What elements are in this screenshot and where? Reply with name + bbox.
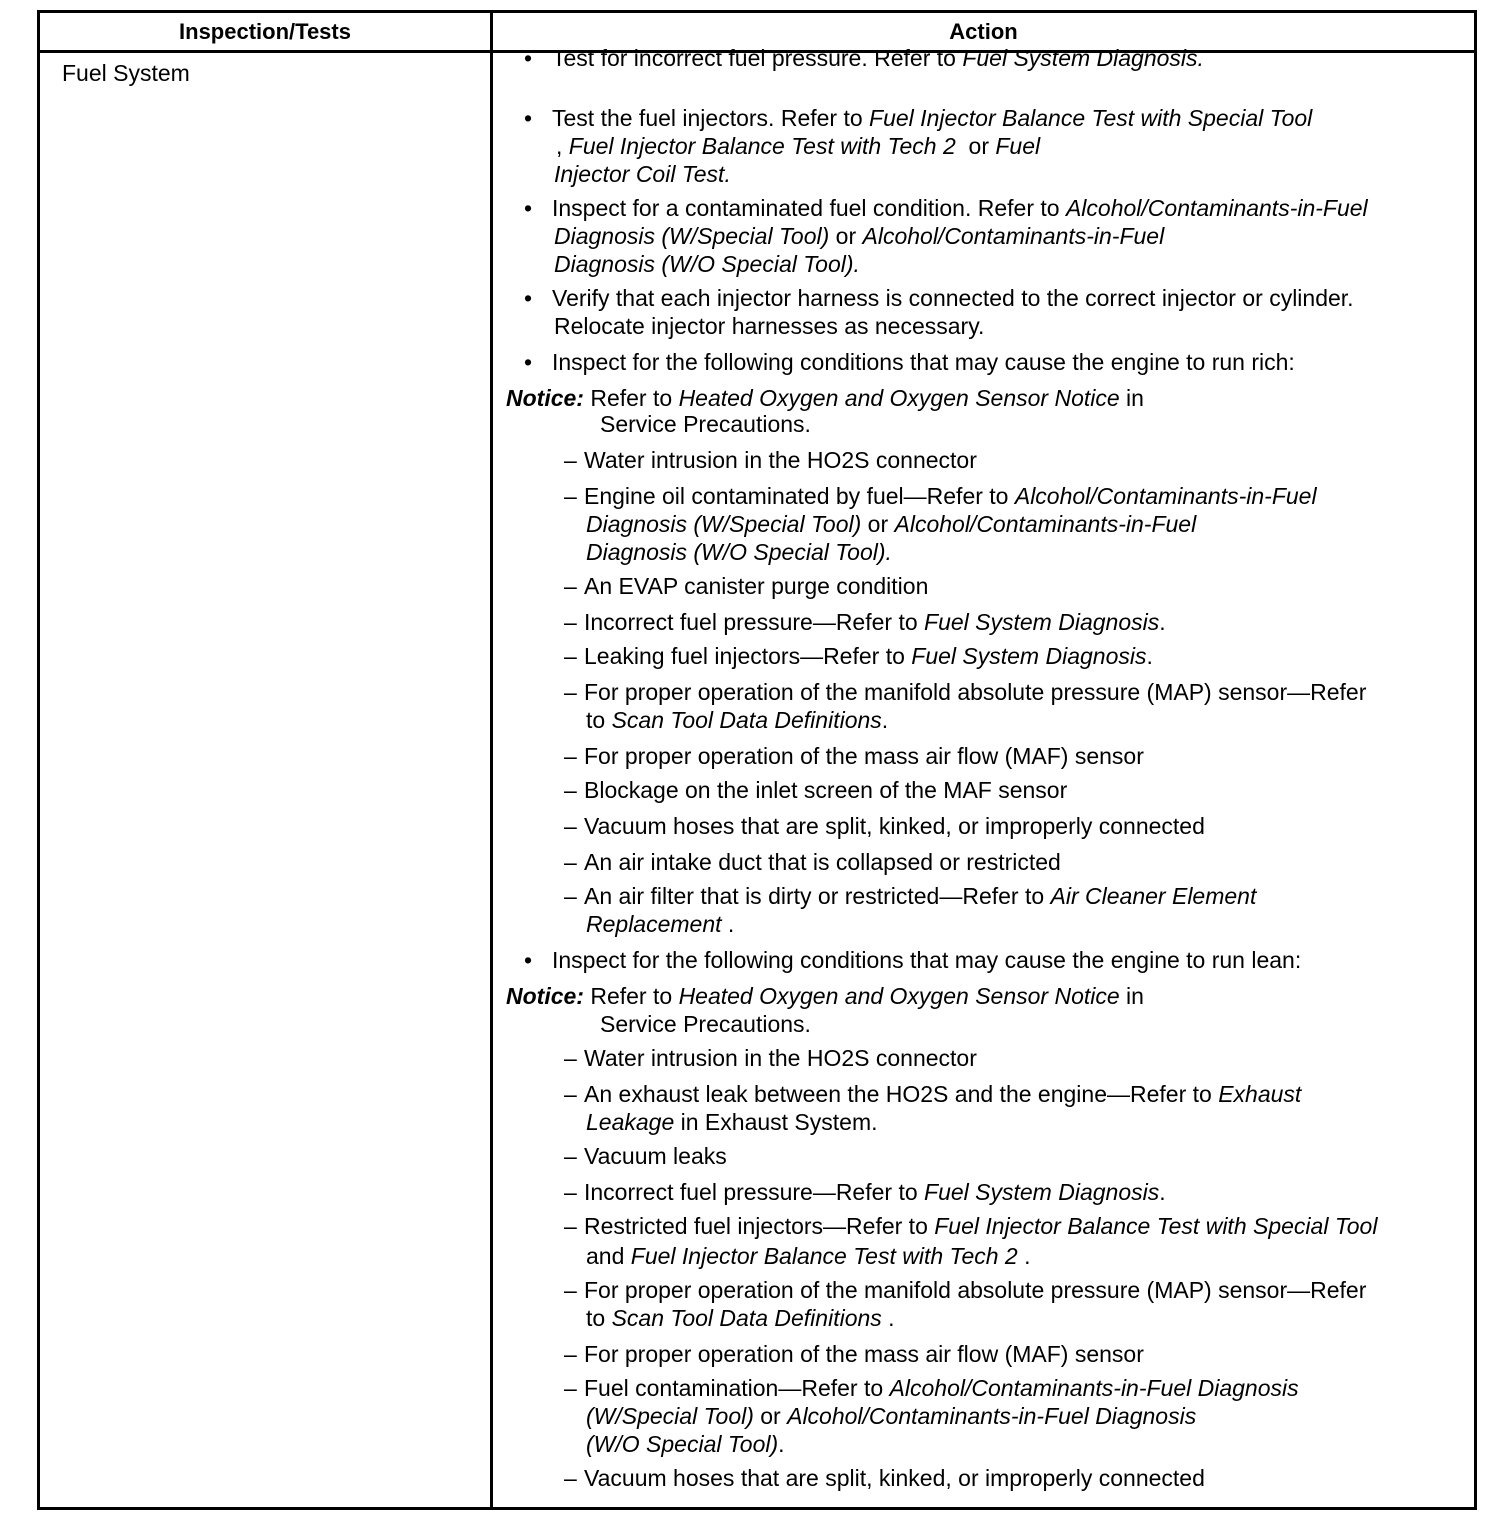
reference-link-text: Fuel System Diagnosis — [911, 643, 1147, 669]
sub-item — [564, 572, 928, 600]
line-text: Leaking fuel injectors—Refer to — [584, 643, 912, 669]
sub-item — [564, 1142, 727, 1170]
sub-item — [564, 608, 1166, 636]
line-text: to — [586, 707, 612, 733]
sub-item — [564, 742, 1144, 770]
line-text: Service Precautions. — [600, 1011, 811, 1037]
text-line — [586, 910, 734, 938]
sub-item — [564, 776, 1067, 804]
bullet-item — [524, 946, 1301, 974]
sub-item — [564, 1178, 1166, 1206]
text-line — [554, 222, 1164, 250]
reference-link-text: Leakage — [586, 1109, 675, 1135]
line-text: Refer to — [583, 385, 679, 411]
dash-marker: – — [564, 1213, 577, 1239]
sub-item — [564, 642, 1153, 670]
reference-link-text: Scan Tool Data Definitions — [611, 707, 882, 733]
reference-link-text: Heated Oxygen and Oxygen Sensor Notice — [678, 385, 1120, 411]
line-text: . — [1146, 643, 1153, 669]
line-text: For proper operation of the mass air flow (MAF) sensor — [584, 1341, 1144, 1367]
dash-marker: – — [564, 777, 577, 803]
dash-marker: – — [564, 849, 577, 875]
bullet-item — [524, 104, 1312, 132]
dash-marker: – — [564, 1143, 577, 1169]
sub-item — [564, 1044, 977, 1072]
line-text: Service Precautions. — [600, 411, 811, 437]
reference-link-text: Diagnosis (W/Special Tool) — [554, 223, 830, 249]
text-line — [586, 1430, 785, 1458]
line-text: . — [881, 707, 889, 733]
line-text: Restricted fuel injectors—Refer to — [584, 1213, 935, 1239]
line-text: . — [1159, 1179, 1166, 1205]
line-text: An air intake duct that is collapsed or restricted — [584, 849, 1061, 875]
line-text: Fuel contamination—Refer to — [584, 1375, 890, 1401]
reference-link-text: (W/Special Tool) — [586, 1403, 754, 1429]
dash-marker: – — [564, 483, 577, 509]
text-line — [586, 510, 1196, 538]
reference-link-text: Fuel Injector Balance Test with Special Tool — [869, 105, 1313, 131]
line-text: . — [721, 911, 735, 937]
reference-link-text: Scan Tool Data Definitions — [611, 1305, 882, 1331]
reference-link-text: Fuel Injector Balance Test with Tech 2 — [568, 133, 956, 159]
line-text: Water intrusion in the HO2S connector — [584, 1045, 977, 1071]
sub-item — [564, 1080, 1301, 1108]
dash-marker: – — [564, 1179, 577, 1205]
text-line — [586, 1242, 1031, 1270]
text-line — [586, 1402, 1196, 1430]
reference-link-text: Exhaust — [1218, 1081, 1302, 1107]
line-text: Inspect for the following conditions that may cause the engine to run lean: — [552, 947, 1302, 973]
line-text: Engine oil contaminated by fuel—Refer to — [584, 483, 1015, 509]
dash-marker: – — [564, 1465, 577, 1491]
dash-marker: – — [564, 743, 577, 769]
line-text: or — [753, 1403, 788, 1429]
line-text: . — [778, 1431, 785, 1457]
line-text: Test the fuel injectors. Refer to — [552, 105, 870, 131]
bullet-marker: • — [524, 105, 533, 131]
text-line — [586, 706, 888, 734]
reference-link-text: Fuel Injector Balance Test with Special Tool — [934, 1213, 1378, 1239]
dash-marker: – — [564, 609, 577, 635]
text-line — [586, 1304, 895, 1332]
line-text: Incorrect fuel pressure—Refer to — [584, 609, 925, 635]
line-text: Test for incorrect fuel pressure. Refer to — [552, 45, 963, 71]
line-text: For proper operation of the mass air flow (MAF) sensor — [584, 743, 1144, 769]
dash-marker: – — [564, 1341, 577, 1367]
bullet-item — [524, 348, 1295, 376]
reference-link-text: Diagnosis (W/Special Tool) — [586, 511, 862, 537]
dash-marker: – — [564, 883, 577, 909]
bullet-item — [524, 44, 1204, 72]
line-text: An exhaust leak between the HO2S and the engine—Refer to — [584, 1081, 1219, 1107]
text-line — [586, 1108, 878, 1136]
reference-link-text: Alcohol/Contaminants-in-Fuel — [1014, 483, 1317, 509]
sub-item — [564, 848, 1061, 876]
column-divider — [490, 13, 493, 1507]
text-line — [506, 384, 1144, 412]
dash-marker: – — [564, 573, 577, 599]
bullet-marker: • — [524, 947, 533, 973]
text-line — [554, 250, 860, 278]
bullet-marker: • — [524, 45, 533, 71]
line-text: Incorrect fuel pressure—Refer to — [584, 1179, 925, 1205]
line-text: Verify that each injector harness is connected to the correct injector or cylinder. — [552, 285, 1354, 311]
sub-item — [564, 1212, 1377, 1240]
reference-link-text: Alcohol/Contaminants-in-Fuel — [894, 511, 1197, 537]
line-text: Relocate injector harnesses as necessary. — [554, 313, 985, 339]
text-line — [506, 982, 1144, 1010]
line-text: For proper operation of the manifold absolute pressure (MAP) sensor—Refer — [584, 1277, 1367, 1303]
sub-item — [564, 446, 977, 474]
bullet-marker: • — [524, 195, 533, 221]
bullet-marker: • — [524, 285, 533, 311]
text-line — [554, 312, 984, 340]
line-text: Vacuum hoses that are split, kinked, or improperly connected — [584, 813, 1205, 839]
sub-item — [564, 882, 1256, 910]
dash-marker: – — [564, 1081, 577, 1107]
reference-link-text: Fuel — [995, 133, 1041, 159]
reference-link-text: Alcohol/Contaminants-in-Fuel Diagnosis — [889, 1375, 1299, 1401]
reference-link-text: Injector Coil Test. — [554, 161, 731, 187]
reference-link-text: Alcohol/Contaminants-in-Fuel — [1065, 195, 1368, 221]
dash-marker: – — [564, 679, 577, 705]
line-text: . — [1017, 1243, 1031, 1269]
line-text: Refer to — [583, 983, 679, 1009]
line-text: Vacuum leaks — [584, 1143, 727, 1169]
line-text: and — [586, 1243, 631, 1269]
reference-link-text: Fuel System Diagnosis — [924, 609, 1160, 635]
sub-item — [564, 1276, 1366, 1304]
reference-link-text: (W/O Special Tool) — [586, 1431, 779, 1457]
dash-marker: – — [564, 643, 577, 669]
dash-marker: – — [564, 1375, 577, 1401]
text-line — [600, 1010, 811, 1038]
line-text: Water intrusion in the HO2S connector — [584, 447, 977, 473]
line-text: or — [955, 133, 996, 159]
text-line — [586, 538, 892, 566]
dash-marker: – — [564, 1045, 577, 1071]
line-text: to — [586, 1305, 612, 1331]
reference-link-text: Fuel System Diagnosis. — [962, 45, 1204, 71]
bullet-item — [524, 284, 1354, 312]
line-text: Inspect for the following conditions that may cause the engine to run rich: — [552, 349, 1295, 375]
header-inspection-tests: Inspection/Tests — [179, 19, 351, 44]
line-text: or — [829, 223, 863, 249]
text-line — [556, 132, 1040, 160]
header-action: Action — [949, 19, 1018, 44]
reference-link-text: Replacement — [586, 911, 722, 937]
reference-link-text: Diagnosis (W/O Special Tool). — [586, 539, 892, 565]
line-text: or — [861, 511, 895, 537]
line-text: , — [556, 133, 569, 159]
reference-link-text: Alcohol/Contaminants-in-Fuel — [862, 223, 1165, 249]
reference-link-text: Alcohol/Contaminants-in-Fuel Diagnosis — [787, 1403, 1197, 1429]
bullet-item — [524, 194, 1368, 222]
line-text: An air filter that is dirty or restricted—Refer to — [584, 883, 1051, 909]
sub-item — [564, 482, 1317, 510]
reference-link-text: Heated Oxygen and Oxygen Sensor Notice — [678, 983, 1120, 1009]
line-text: Vacuum hoses that are split, kinked, or improperly connected — [584, 1465, 1205, 1491]
bullet-marker: • — [524, 349, 533, 375]
sub-item — [564, 1374, 1299, 1402]
sub-item — [564, 812, 1205, 840]
dash-marker: – — [564, 447, 577, 473]
notice-label: Notice: — [506, 983, 584, 1009]
text-line — [554, 160, 731, 188]
line-text: . — [1159, 609, 1166, 635]
sub-item — [564, 1340, 1144, 1368]
reference-link-text: Air Cleaner Element — [1050, 883, 1257, 909]
line-text: Blockage on the inlet screen of the MAF sensor — [584, 777, 1068, 803]
line-text: An EVAP canister purge condition — [584, 573, 929, 599]
dash-marker: – — [564, 813, 577, 839]
notice-label: Notice: — [506, 385, 584, 411]
text-line — [600, 410, 811, 438]
sub-item — [564, 1464, 1205, 1492]
line-text: in — [1119, 385, 1144, 411]
reference-link-text: Diagnosis (W/O Special Tool). — [554, 251, 860, 277]
line-text: For proper operation of the manifold absolute pressure (MAP) sensor—Refer — [584, 679, 1367, 705]
line-text: . — [881, 1305, 895, 1331]
reference-link-text: Fuel System Diagnosis — [924, 1179, 1160, 1205]
dash-marker: – — [564, 1277, 577, 1303]
line-text: in Exhaust System. — [674, 1109, 878, 1135]
line-text: in — [1119, 983, 1144, 1009]
line-text: Inspect for a contaminated fuel condition. Refer to — [552, 195, 1066, 221]
reference-link-text: Fuel Injector Balance Test with Tech 2 — [630, 1243, 1018, 1269]
sub-item — [564, 678, 1366, 706]
row-label-fuel-system: Fuel System — [62, 60, 190, 86]
